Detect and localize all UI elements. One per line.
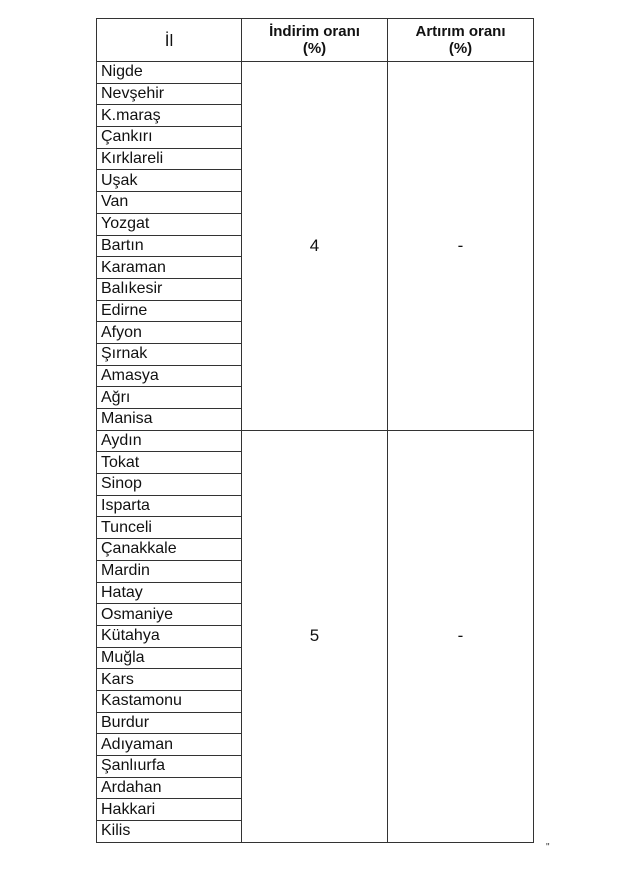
table-body <box>97 62 534 843</box>
indirim-value-cell: 5 <box>242 430 388 842</box>
province-name-cell: Muğla <box>97 647 242 669</box>
province-name-cell: Kırklareli <box>97 148 242 170</box>
province-name-cell: Ardahan <box>97 777 242 799</box>
province-name-cell: Osmaniye <box>97 604 242 626</box>
header-indirim-line1: İndirim oranı <box>269 23 360 40</box>
indirim-value-cell: 4 <box>242 62 388 431</box>
header-artirim-line1: Artırım oranı <box>415 23 506 40</box>
province-name-cell: Çanakkale <box>97 539 242 561</box>
province-name-cell: Nigde <box>97 62 242 84</box>
province-name-cell: Burdur <box>97 712 242 734</box>
province-name-cell: Mardin <box>97 560 242 582</box>
province-name-cell: Tokat <box>97 452 242 474</box>
table-row <box>97 430 534 452</box>
province-name-cell: Kars <box>97 669 242 691</box>
province-name-cell: Karaman <box>97 257 242 279</box>
table-row <box>97 62 534 84</box>
province-name-cell: Ağrı <box>97 387 242 409</box>
province-name-cell: K.maraş <box>97 105 242 127</box>
province-name-cell: Van <box>97 192 242 214</box>
header-indirim-line2: (%) <box>302 40 327 57</box>
closing-quote-mark: " <box>546 842 550 853</box>
province-name-cell: Amasya <box>97 365 242 387</box>
province-name-cell: Kastamonu <box>97 690 242 712</box>
province-name-cell: Edirne <box>97 300 242 322</box>
province-name-cell: Adıyaman <box>97 734 242 756</box>
province-name-cell: Yozgat <box>97 213 242 235</box>
artirim-value-cell: - <box>388 430 534 842</box>
header-artirim-line2: (%) <box>448 40 473 57</box>
header-indirim <box>242 19 388 62</box>
header-artirim <box>388 19 534 62</box>
province-rate-table <box>96 18 534 843</box>
province-name-cell: Çankırı <box>97 127 242 149</box>
province-name-cell: Sinop <box>97 474 242 496</box>
province-name-cell: Tunceli <box>97 517 242 539</box>
province-name-cell: Nevşehir <box>97 83 242 105</box>
province-name-cell: Hatay <box>97 582 242 604</box>
province-name-cell: Bartın <box>97 235 242 257</box>
province-name-cell: Afyon <box>97 322 242 344</box>
province-name-cell: Manisa <box>97 409 242 431</box>
province-name-cell: Aydın <box>97 430 242 452</box>
province-name-cell: Uşak <box>97 170 242 192</box>
province-name-cell: Balıkesir <box>97 278 242 300</box>
header-il: İl <box>97 19 242 62</box>
province-name-cell: Kilis <box>97 821 242 843</box>
artirim-value-cell: - <box>388 62 534 431</box>
province-name-cell: Isparta <box>97 495 242 517</box>
province-name-cell: Kütahya <box>97 625 242 647</box>
province-name-cell: Hakkari <box>97 799 242 821</box>
table-header-row <box>97 19 534 62</box>
province-name-cell: Şanlıurfa <box>97 756 242 778</box>
province-name-cell: Şırnak <box>97 343 242 365</box>
